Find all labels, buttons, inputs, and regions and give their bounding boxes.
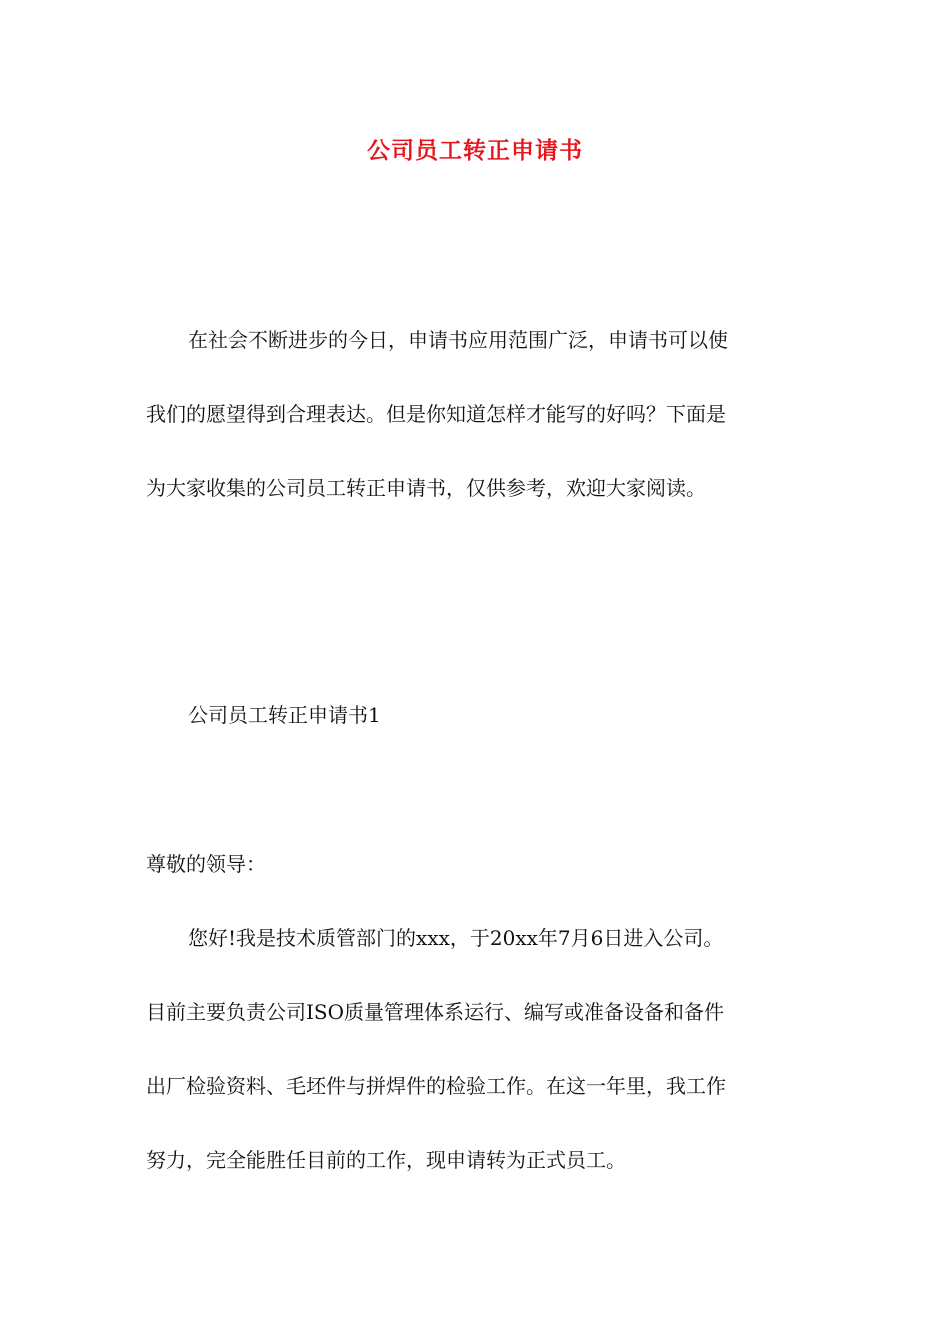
body-line-1: 您好!我是技术质管部门的xxx，于20xx年7月6日进入公司。 <box>188 926 724 950</box>
body-line-3: 出厂检验资料、毛坯件与拼焊件的检验工作。在这一年里，我工作 <box>146 1074 726 1098</box>
intro-line-1: 在社会不断进步的今日，申请书应用范围广泛，申请书可以使 <box>188 328 728 352</box>
document-title: 公司员工转正申请书 <box>367 137 583 164</box>
section-heading: 公司员工转正申请书1 <box>188 703 381 727</box>
body-line-4: 努力，完全能胜任目前的工作，现申请转为正式员工。 <box>146 1148 626 1172</box>
body-line-2: 目前主要负责公司ISO质量管理体系运行、编写或准备设备和备件 <box>146 1000 724 1024</box>
intro-line-3: 为大家收集的公司员工转正申请书，仅供参考，欢迎大家阅读。 <box>146 476 706 500</box>
salutation: 尊敬的领导： <box>146 852 266 876</box>
intro-line-2: 我们的愿望得到合理表达。但是你知道怎样才能写的好吗？下面是 <box>146 402 726 426</box>
